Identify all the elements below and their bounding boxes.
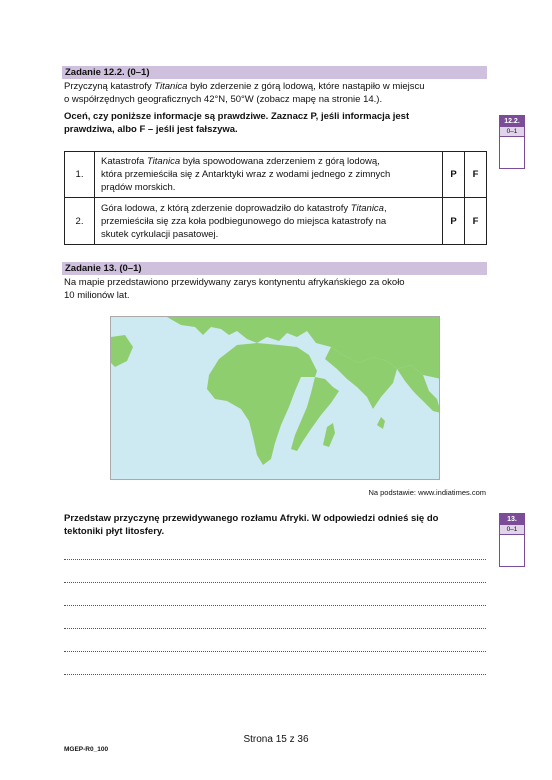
score-box-number: 12.2.: [500, 116, 524, 127]
statement-text: Góra lodowa, z którą zderzenie doprowadziło do katastrofy Titanica, przemieściła się zza koła podbiegunowego do miejsca katastrofy na skutek cyrkulacji pasatowej.: [95, 198, 443, 245]
map-source: Na podstawie: www.indiatimes.com: [368, 488, 486, 497]
score-box-points: 0–1: [500, 525, 524, 535]
statement-text: Katastrofa Titanica była spowodowana zderzeniem z górą lodową, która przemieściła się z Antarktyki wraz z wodami jednego z zimnych prądów morskich.: [95, 152, 443, 198]
answer-line[interactable]: [64, 628, 486, 629]
row-number: 2.: [65, 198, 95, 245]
answer-f-cell[interactable]: F: [465, 152, 487, 198]
score-box-13[interactable]: [499, 513, 525, 567]
answer-line[interactable]: [64, 674, 486, 675]
task-12-2-instruction: Oceń, czy poniższe informacje są prawdziwe. Zaznacz P, jeśli informacja jest prawdziwa, albo F – jeśli jest fałszywa.: [64, 111, 410, 135]
score-box-points: 0–1: [500, 127, 524, 137]
answer-p-cell[interactable]: P: [443, 152, 465, 198]
page-number: Strona 15 z 36: [243, 734, 309, 745]
answer-line[interactable]: [64, 582, 486, 583]
answer-f-cell[interactable]: F: [465, 198, 487, 245]
score-box-12-2[interactable]: [499, 115, 525, 169]
answer-line[interactable]: [64, 651, 486, 652]
africa-map: [110, 316, 440, 480]
row-number: 1.: [65, 152, 95, 198]
task-12-2-intro: Przyczyną katastrofy Titanica było zderzenie z górą lodową, które nastąpiło w miejscu o współrzędnych geograficznych 42°N, 50°W (zobacz mapę na stronie 14.).: [64, 81, 425, 105]
task-13-question: Przedstaw przyczynę przewidywanego rozłamu Afryki. W odpowiedzi odnieś się do tektoniki płyt litosfery.: [64, 513, 439, 537]
answer-line[interactable]: [64, 559, 486, 560]
answer-line[interactable]: [64, 605, 486, 606]
africa-map-image: [111, 317, 440, 480]
exam-code: MGEP-R0_100: [64, 746, 109, 753]
table-row: [65, 152, 487, 198]
true-false-table: [64, 151, 487, 245]
task-12-2-header: Zadanie 12.2. (0–1): [62, 66, 487, 79]
score-box-number: 13.: [500, 514, 524, 525]
task-13-intro: Na mapie przedstawiono przewidywany zarys kontynentu afrykańskiego za około 10 milionów lat.: [64, 277, 405, 301]
answer-p-cell[interactable]: P: [443, 198, 465, 245]
task-13-header: Zadanie 13. (0–1): [62, 262, 487, 275]
table-row: [65, 198, 487, 245]
